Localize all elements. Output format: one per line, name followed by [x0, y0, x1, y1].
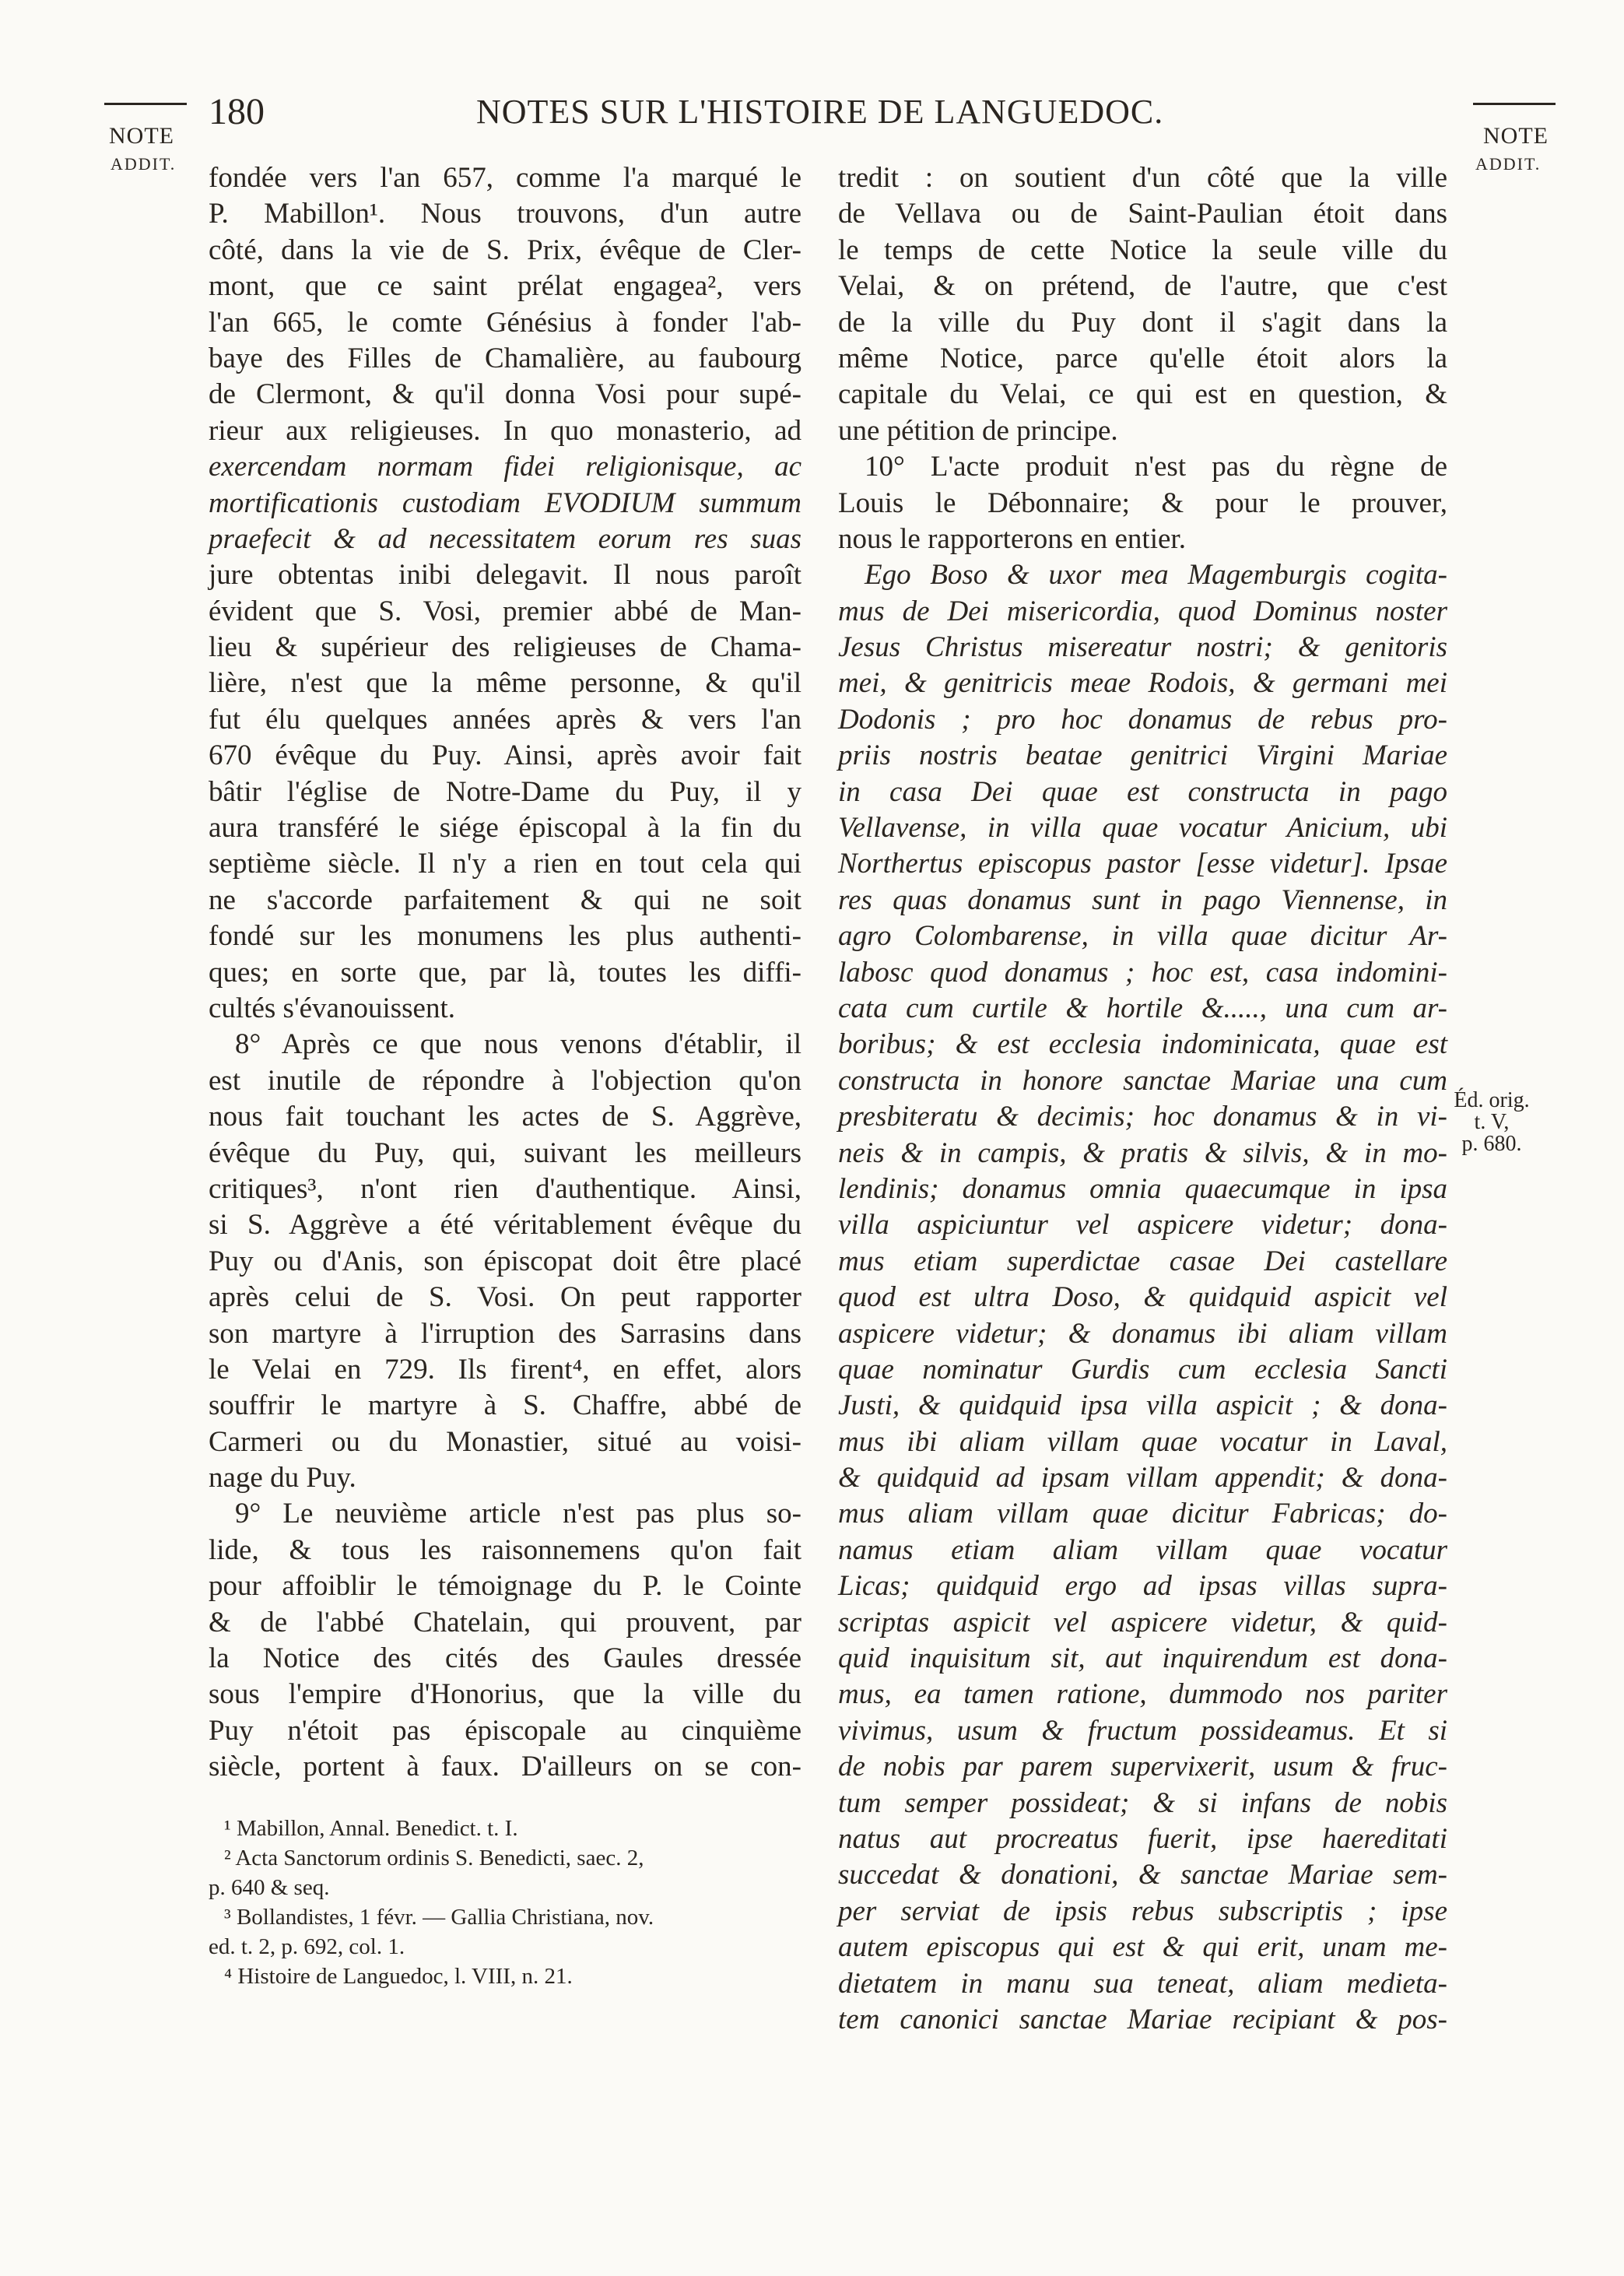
text-line: mei, & genitricis meae Rodois, & germani mei — [838, 667, 1447, 700]
side-note-line: t. V, — [1474, 1110, 1510, 1134]
text-line: 8° Après ce que nous venons d'établir, il — [235, 1028, 801, 1061]
text-line: 670 évêque du Puy. Ainsi, après avoir fait — [209, 739, 801, 772]
text-line: Puy ou d'Anis, son épiscopat doit être placé — [209, 1245, 801, 1277]
footnote-2-cont: p. 640 & seq. — [209, 1875, 330, 1900]
text-line: Licas; quidquid ergo ad ipsas villas supra- — [838, 1570, 1447, 1603]
text-line: Ego Boso & uxor mea Magemburgis cogita- — [865, 559, 1447, 592]
text-line: tum semper possideat; & si infans de nobis — [838, 1786, 1447, 1819]
text-line: Vellavense, in villa quae vocatur Anicium, ubi — [838, 812, 1447, 845]
text-line: lendinis; donamus omnia quaecumque in ipsa — [838, 1172, 1447, 1205]
text-line: mont, que ce saint prélat engagea², vers — [209, 270, 801, 303]
text-line: de nobis par parem supervixerit, usum & fruc- — [838, 1751, 1447, 1783]
text-line: sous l'empire d'Honorius, que la ville du — [209, 1678, 801, 1711]
text-line: ne s'accorde parfaitement & qui ne soit — [209, 883, 801, 916]
text-line: dietatem in manu sua teneat, aliam medieta- — [838, 1967, 1447, 2000]
text-line: évêque du Puy, qui, suivant les meilleurs — [209, 1136, 801, 1169]
text-line: per serviat de ipsis rebus subscriptis ; ipse — [838, 1895, 1447, 1927]
text-line: cata cum curtile & hortile &....., una cum ar- — [838, 992, 1447, 1024]
text-line: nous le rapporterons en entier. — [838, 522, 1186, 555]
side-note-line: p. 680. — [1461, 1132, 1522, 1156]
text-line: agro Colombarense, in villa quae dicitur Ar- — [838, 920, 1447, 953]
footnote-1: ¹ Mabillon, Annal. Benedict. t. I. — [224, 1816, 518, 1841]
text-line: le Velai en 729. Ils firent⁴, en effet, alors — [209, 1353, 801, 1386]
text-line: jure obtentas inibi delegavit. Il nous paroît — [209, 559, 801, 592]
text-line: autem episcopus qui est & qui erit, unam me- — [838, 1931, 1447, 1964]
margin-label-left: NOTE — [109, 123, 174, 149]
text-line: praefecit & ad necessitatem eorum res suas — [209, 522, 801, 555]
text-line: est inutile de répondre à l'objection qu'on — [209, 1064, 801, 1097]
text-line: priis nostris beatae genitrici Virgini Mariae — [838, 739, 1447, 772]
text-line: fut élu quelques années après & vers l'an — [209, 703, 801, 736]
running-title: NOTES SUR L'HISTOIRE DE LANGUEDOC. — [476, 93, 1164, 131]
text-line: presbiteratu & decimis; hoc donamus & in vi- — [838, 1101, 1447, 1133]
text-line: fondée vers l'an 657, comme l'a marqué le — [209, 162, 801, 194]
text-line: septième siècle. Il n'y a rien en tout cela qui — [209, 848, 801, 880]
text-line: souffrir le martyre à S. Chaffre, abbé de — [209, 1389, 801, 1422]
text-line: de la ville du Puy dont il s'agit dans la — [838, 306, 1447, 339]
text-line: & de l'abbé Chatelain, qui prouvent, par — [209, 1606, 801, 1639]
text-line: baye des Filles de Chamalière, au faubourg — [209, 342, 801, 374]
text-line: mus aliam villam quae dicitur Fabricas; do- — [838, 1498, 1447, 1530]
left-margin-rule — [104, 103, 187, 105]
footnote-2: ² Acta Sanctorum ordinis S. Benedicti, saec. 2, — [224, 1846, 644, 1870]
text-line: scriptas aspicit vel aspicere videtur, & quid- — [838, 1606, 1447, 1639]
text-line: tredit : on soutient d'un côté que la ville — [838, 162, 1447, 194]
text-line: labosc quod donamus ; hoc est, casa indomini- — [838, 956, 1447, 989]
text-line: mortificationis custodiam EVODIUM summum — [209, 486, 801, 519]
margin-sub-right: ADDIT. — [1475, 154, 1542, 174]
footnote-4: ⁴ Histoire de Languedoc, l. VIII, n. 21. — [224, 1964, 573, 1989]
text-line: rieur aux religieuses. In quo monasterio, ad — [209, 414, 801, 447]
side-note-line: Éd. orig. — [1454, 1088, 1530, 1112]
text-line: le temps de cette Notice la seule ville du — [838, 234, 1447, 266]
text-line: P. Mabillon¹. Nous trouvons, d'un autre — [209, 198, 801, 230]
text-line: ques; en sorte que, par là, toutes les diffi- — [209, 956, 801, 989]
text-line: & quidquid ad ipsam villam appendit; & dona- — [838, 1462, 1447, 1495]
text-line: aspicere videtur; & donamus ibi aliam villam — [838, 1317, 1447, 1350]
text-line: in casa Dei quae est constructa in pago — [838, 775, 1447, 808]
text-line: quid inquisitum sit, aut inquirendum est dona- — [838, 1642, 1447, 1675]
text-line: boribus; & est ecclesia indominicata, quae est — [838, 1028, 1447, 1061]
text-line: Justi, & quidquid ipsa villa aspicit ; & dona- — [838, 1389, 1447, 1422]
margin-sub-left: ADDIT. — [110, 154, 177, 174]
text-line: succedat & donationi, & sanctae Mariae sem- — [838, 1859, 1447, 1891]
text-line: son martyre à l'irruption des Sarrasins dans — [209, 1317, 801, 1350]
text-line: natus aut procreatus fuerit, ipse haereditati — [838, 1822, 1447, 1855]
left-column — [209, 160, 801, 1786]
edition-side-note — [1449, 1090, 1535, 1155]
text-line: bâtir l'église de Notre-Dame du Puy, il y — [209, 775, 801, 808]
text-line: aura transféré le siége épiscopal à la fin du — [209, 812, 801, 845]
text-line: pour affoiblir le témoignage du P. le Cointe — [209, 1570, 801, 1603]
text-line: Louis le Débonnaire; & pour le prouver, — [838, 486, 1447, 519]
text-line: même Notice, parce qu'elle étoit alors la — [838, 342, 1447, 374]
text-line: l'an 665, le comte Génésius à fonder l'ab- — [209, 306, 801, 339]
text-line: lieu & supérieur des religieuses de Chama- — [209, 631, 801, 664]
text-line: 9° Le neuvième article n'est pas plus so- — [235, 1498, 801, 1530]
text-line: cultés s'évanouissent. — [209, 992, 455, 1024]
text-line: nage du Puy. — [209, 1462, 356, 1495]
text-line: Carmeri ou du Monastier, situé au voisi- — [209, 1425, 801, 1458]
footnotes — [209, 1814, 800, 1991]
text-line: mus de Dei misericordia, quod Dominus noster — [838, 595, 1447, 627]
text-line: mus ibi aliam villam quae vocatur in Laval, — [838, 1425, 1447, 1458]
text-line: neis & in campis, & pratis & silvis, & in mo- — [838, 1136, 1447, 1169]
footnote-3: ³ Bollandistes, 1 févr. — Gallia Christiana, nov. — [224, 1905, 654, 1930]
text-line: côté, dans la vie de S. Prix, évêque de Cler- — [209, 234, 801, 266]
text-line: villa aspiciuntur vel aspicere videtur; dona- — [838, 1209, 1447, 1242]
text-line: une pétition de principe. — [838, 414, 1118, 447]
page-number: 180 — [209, 91, 265, 132]
text-line: après celui de S. Vosi. On peut rapporter — [209, 1281, 801, 1314]
right-column — [838, 160, 1447, 2038]
text-line: si S. Aggrève a été véritablement évêque du — [209, 1209, 801, 1242]
text-line: Northertus episcopus pastor [esse videtur]. Ipsae — [838, 848, 1447, 880]
text-line: mus, ea tamen ratione, dummodo nos pariter — [838, 1678, 1447, 1711]
text-line: quae nominatur Gurdis cum ecclesia Sancti — [838, 1353, 1447, 1386]
text-line: évident que S. Vosi, premier abbé de Man- — [209, 595, 801, 627]
text-line: lide, & tous les raisonnemens qu'on fait — [209, 1533, 801, 1566]
right-margin-rule — [1473, 103, 1556, 105]
text-line: constructa in honore sanctae Mariae una cum — [838, 1064, 1447, 1097]
margin-label-right: NOTE — [1483, 123, 1549, 149]
text-line: namus etiam aliam villam quae vocatur — [838, 1533, 1447, 1566]
text-line: 10° L'acte produit n'est pas du règne de — [865, 451, 1447, 483]
text-line: capitale du Velai, ce qui est en question, & — [838, 378, 1447, 411]
text-line: de Vellava ou de Saint-Paulian étoit dans — [838, 198, 1447, 230]
text-line: quod est ultra Doso, & quidquid aspicit vel — [838, 1281, 1447, 1314]
text-line: Velai, & on prétend, de l'autre, que c'est — [838, 270, 1447, 303]
text-line: exercendam normam fidei religionisque, ac — [209, 451, 801, 483]
text-line: Puy n'étoit pas épiscopale au cinquième — [209, 1714, 801, 1747]
text-line: critiques³, n'ont rien d'authentique. Ainsi, — [209, 1172, 801, 1205]
text-line: vivimus, usum & fructum possideamus. Et si — [838, 1714, 1447, 1747]
text-line: lière, n'est que la même personne, & qu'il — [209, 667, 801, 700]
text-line: res quas donamus sunt in pago Viennense, in — [838, 883, 1447, 916]
text-line: siècle, portent à faux. D'ailleurs on se con- — [209, 1751, 801, 1783]
text-line: Jesus Christus misereatur nostri; & genitoris — [838, 631, 1447, 664]
text-line: la Notice des cités des Gaules dressée — [209, 1642, 801, 1675]
text-line: de Clermont, & qu'il donna Vosi pour supé- — [209, 378, 801, 411]
text-line: mus etiam superdictae casae Dei castellare — [838, 1245, 1447, 1277]
text-line: Dodonis ; pro hoc donamus de rebus pro- — [838, 703, 1447, 736]
text-line: tem canonici sanctae Mariae recipiant & pos- — [838, 2003, 1447, 2035]
text-line: fondé sur les monumens les plus authenti- — [209, 920, 801, 953]
footnote-3-cont: ed. t. 2, p. 692, col. 1. — [209, 1934, 405, 1959]
text-line: nous fait touchant les actes de S. Aggrève, — [209, 1101, 801, 1133]
